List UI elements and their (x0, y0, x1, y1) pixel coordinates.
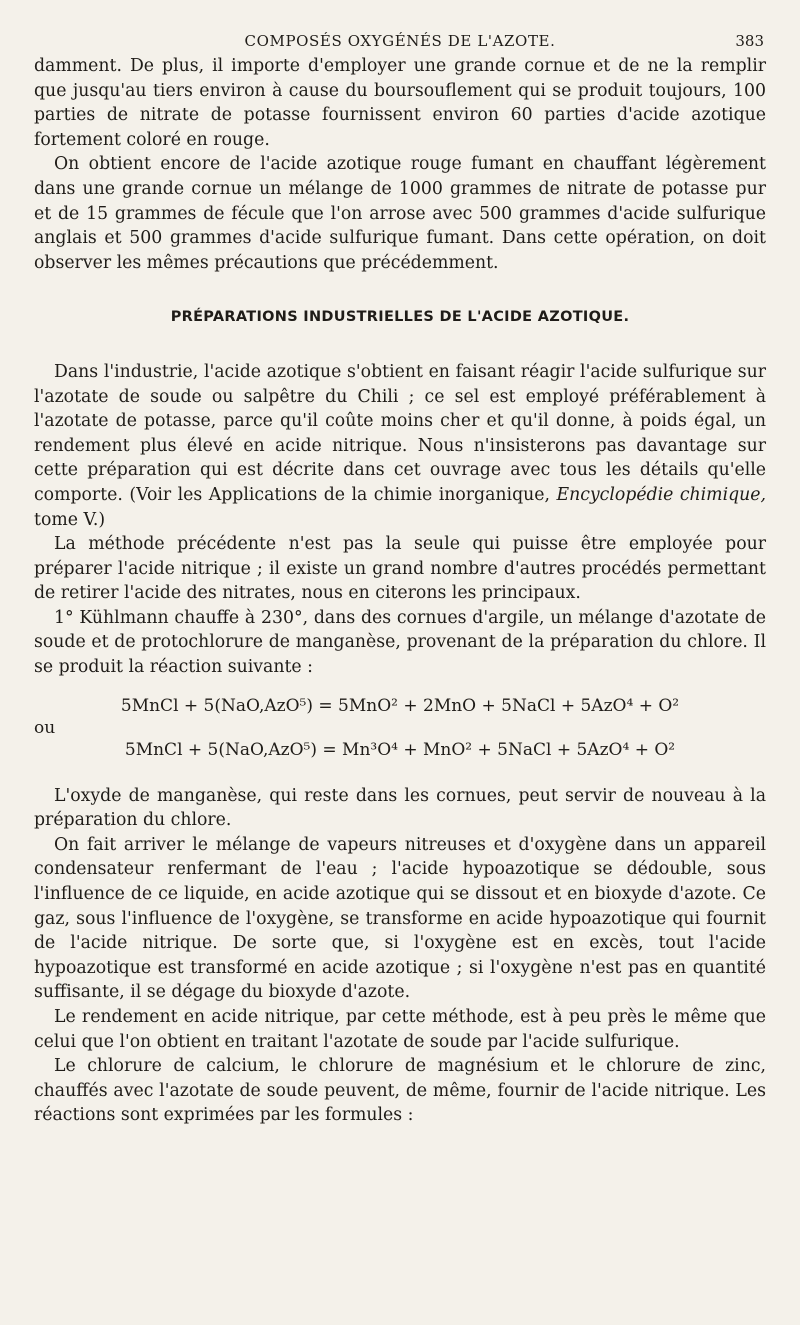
page-number: 383 (735, 32, 764, 50)
paragraph-condensation: On fait arriver le mélange de vapeurs nitreuses et d'oxygène dans un appareil condensateur renfermant de l'eau ; l'acide hypoazotique se dédouble, sous l'influence de ce liquide, en acide azotique qui se dissout et en bioxyde d'azote. Ce gaz, sous l'influence de l'oxygène, se transforme en acide hypoazotique qui fournit de l'acide nitrique. De sorte que, si l'oxygène est en excès, tout l'acide hypoazotique est transformé en acide azotique ; si l'oxygène n'est pas en quantité suffisante, il se dégage du bioxyde d'azote. (34, 834, 766, 1003)
spacer (34, 275, 766, 297)
equation-2: 5MnCl + 5(NaO,AzO⁵) = Mn³O⁴ + MnO² + 5NaCl + 5AzO⁴ + O² (124, 739, 676, 760)
paragraph-kuhlmann: 1° Kühlmann chauffe à 230°, dans des cornues d'argile, un mélange d'azotate de soude et de protochlorure de manganèse, provenant de la préparation du chlore. Il se produit la réaction suivante : (34, 607, 766, 678)
paragraph-industry-end: tome V.) (34, 509, 106, 530)
paragraph-industry (34, 360, 766, 532)
paragraph-red-fuming-acid: On obtient encore de l'acide azotique rouge fumant en chauffant légèrement dans une grande cornue un mélange de 1000 grammes de nitrate de potasse pur et de 15 grammes de fécule que l'on arrose avec 500 grammes d'acide sulfurique anglais et 500 grammes d'acide sulfurique fumant. Dans cette opération, on doit observer les mêmes précautions que précédemment. (34, 154, 766, 273)
equation-or: ou (34, 717, 56, 738)
body-text (34, 54, 766, 1128)
paragraph-chlorides: Le chlorure de calcium, le chlorure de magnésium et le chlorure de zinc, chauffés avec l'azotate de soude peuvent, de même, fournir de l'acide nitrique. Les réactions sont exprimées par les formules : (34, 1056, 766, 1126)
encyclopedia-title: Encyclopédie chimique, (556, 484, 767, 505)
paragraph-continued: damment. De plus, il importe d'employer une grande cornue et de ne la remplir que jusqu'au tiers environ à cause du boursouflement qui se produit toujours, 100 parties de nitrate de potasse fournissent environ 60 parties d'acide azotique fortement coloré en rouge. (34, 56, 766, 150)
running-head (34, 30, 766, 54)
section-heading: PRÉPARATIONS INDUSTRIELLES DE L'ACIDE AZOTIQUE. (170, 309, 630, 326)
paragraph-industry-text: Dans l'industrie, l'acide azotique s'obtient en faisant réagir l'acide sulfurique sur l'azotate de soude ou salpêtre du Chili ; ce sel est employé préférablement à l'azotate de potasse, parce qu'il coûte moins cher et qu'il donne, à poids égal, un rendement plus élevé en acide nitrique. Nous n'insisterons pas davantage sur cette préparation qui est décrite dans cet ouvrage avec tous les détails qu'elle comporte. (Voir les Applications de la chimie inorganique, (34, 361, 766, 505)
paragraph-manganese-oxide: L'oxyde de manganèse, qui reste dans les cornues, peut servir de nouveau à la préparation du chlore. (34, 785, 766, 831)
paragraph-yield: Le rendement en acide nitrique, par cette méthode, est à peu près le même que celui que l'on obtient en traitant l'azotate de soude par l'acide sulfurique. (34, 1007, 766, 1052)
running-title: COMPOSÉS OXYGÉNÉS DE L'AZOTE. (244, 32, 556, 50)
paragraph-other-methods: La méthode précédente n'est pas la seule qui puisse être employée pour préparer l'acide nitrique ; il existe un grand nombre d'autres procédés permettant de retirer l'acide des nitrates, nous en citerons les principaux. (34, 534, 766, 604)
equation-1: 5MnCl + 5(NaO,AzO⁵) = 5MnO² + 2MnO + 5NaCl + 5AzO⁴ + O² (120, 695, 680, 716)
equation-block (34, 694, 766, 762)
